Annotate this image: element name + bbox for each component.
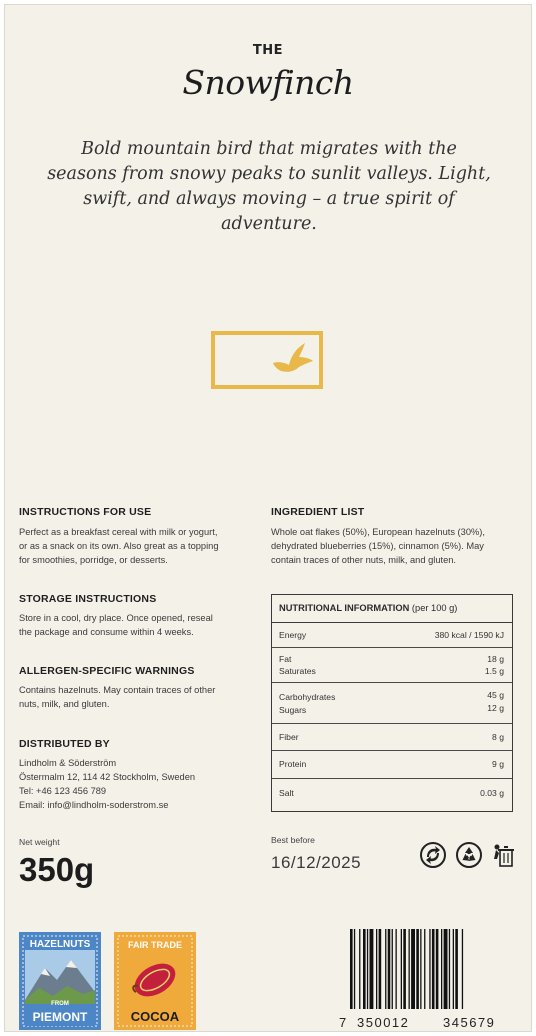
instructions-text: Perfect as a breakfast cereal with milk or yogurt, or as a snack on its own. Also great as a topping for smoothies, porridge, or desserts. [19, 527, 219, 565]
brand-article: THE [252, 43, 284, 58]
hazelnuts-badge-from: FROM [51, 1001, 69, 1007]
storage-title: STORAGE INSTRUCTIONS [19, 593, 157, 605]
ingredients-text: Whole oat flakes (50%), European hazelnuts (30%), dehydrated blueberries (15%), cinnamon (5%). May contain traces of other nuts, milk, and gluten. [271, 527, 485, 565]
cocoa-badge-bottom: COCOA [130, 1009, 180, 1024]
green-dot-icon [419, 841, 447, 869]
barcode-bar [403, 929, 406, 1009]
cocoa-badge-top: FAIR TRADE [128, 940, 182, 950]
nutrition-row [272, 751, 512, 779]
nutrition-header [272, 595, 512, 623]
barcode-digits-right: 345679 [443, 1015, 496, 1030]
nutrient-label: Energy [279, 630, 307, 640]
nutrient-value: 45 g [487, 690, 504, 700]
nutrient-label: Protein [279, 759, 307, 769]
nutrient-value: 9 g [492, 759, 504, 769]
net-weight-value: 350g [19, 851, 95, 888]
trash-bin-icon [492, 841, 516, 869]
barcode-bar [462, 929, 463, 1009]
hazelnuts-badge-top: HAZELNUTS [29, 939, 91, 950]
barcode-bar [444, 929, 448, 1009]
barcode-bar [379, 929, 382, 1009]
recycle-icon [455, 841, 483, 869]
brand-name: Snowfinch [182, 63, 354, 102]
nutrition-row [272, 623, 512, 648]
barcode-bar [370, 929, 374, 1009]
brand-logo [211, 331, 323, 389]
ingredients-title: INGREDIENT LIST [271, 506, 365, 518]
nutrition-row [272, 779, 512, 815]
nutrient-value: 8 g [492, 732, 504, 742]
barcode-bar [436, 929, 439, 1009]
nutrient-label: Salt [279, 788, 294, 798]
bird-icon [271, 341, 315, 379]
nutrient-value: 1.5 g [484, 666, 504, 676]
nutrient-value: 18 g [487, 654, 504, 664]
barcode-bar [396, 929, 397, 1009]
storage-text: Store in a cool, dry place. Once opened, reseal the package and consume within 4 weeks. [19, 613, 213, 637]
barcode-bar [420, 929, 421, 1009]
barcode [350, 929, 516, 1009]
barcode-digits-left: 350012 [357, 1015, 410, 1030]
nutrient-label: Saturates [279, 666, 316, 676]
barcode-bar [416, 929, 419, 1009]
barcode-bar [354, 929, 355, 1009]
best-before-value: 16/12/2025 [271, 853, 362, 872]
nutrient-label: Fiber [279, 732, 299, 742]
package-back [4, 4, 532, 1032]
barcode-digit-first: 7 [339, 1015, 347, 1030]
nutrient-label: Sugars [279, 705, 307, 715]
barcode-bar [432, 929, 435, 1009]
barcode-bar [441, 929, 442, 1009]
nutrition-per: (per 100 g) [411, 603, 458, 613]
distributor-text: Lindholm & Söderström Östermalm 12, 114 42 Stockholm, Sweden Tel: +46 123 456 789 Email: info@lindholm-soderstrom.se [19, 758, 196, 810]
barcode-bar [392, 929, 393, 1009]
barcode-bar [376, 929, 377, 1009]
barcode-bar [350, 929, 353, 1009]
nutrition-row [272, 683, 512, 724]
barcode-bar [453, 929, 454, 1009]
barcode-bar [401, 929, 402, 1009]
net-weight-label: Net weight [19, 837, 60, 847]
barcode-bar [455, 929, 458, 1009]
allergen-text: Contains hazelnuts. May contain traces of other nuts, milk, and gluten. [19, 685, 216, 709]
nutrition-title: NUTRITIONAL INFORMATION [279, 603, 410, 613]
nutrient-value: 12 g [487, 703, 504, 713]
barcode-bar [367, 929, 368, 1009]
best-before-label: Best before [271, 835, 315, 845]
distributor-title: DISTRIBUTED BY [19, 738, 110, 750]
barcode-bar [359, 929, 360, 1009]
barcode-bar [411, 929, 415, 1009]
hazelnuts-badge-bottom: PIEMONT [32, 1010, 88, 1024]
nutrient-label: Fat [279, 654, 292, 664]
cocoa-badge [114, 932, 196, 1030]
barcode-bar [424, 929, 425, 1009]
hazelnuts-badge [19, 932, 101, 1030]
barcode-bar [449, 929, 450, 1009]
tagline: Bold mountain bird that migrates with the seasons from snowy peaks to sunlit valleys. Light, swift, and always moving – a true spirit of adventure. [47, 139, 491, 234]
barcode-bar [385, 929, 386, 1009]
allergen-title: ALLERGEN-SPECIFIC WARNINGS [19, 665, 195, 677]
nutrient-label: Carbohydrates [279, 692, 336, 702]
barcode-bar [409, 929, 410, 1009]
nutrition-table [271, 594, 513, 812]
nutrition-row [272, 648, 512, 683]
instructions-title: INSTRUCTIONS FOR USE [19, 506, 152, 518]
barcode-bar [388, 929, 391, 1009]
nutrition-row [272, 724, 512, 751]
nutrient-value: 380 kcal / 1590 kJ [434, 630, 504, 640]
nutrient-value: 0.03 g [480, 788, 504, 798]
barcode-bar [363, 929, 366, 1009]
barcode-bar [429, 929, 430, 1009]
